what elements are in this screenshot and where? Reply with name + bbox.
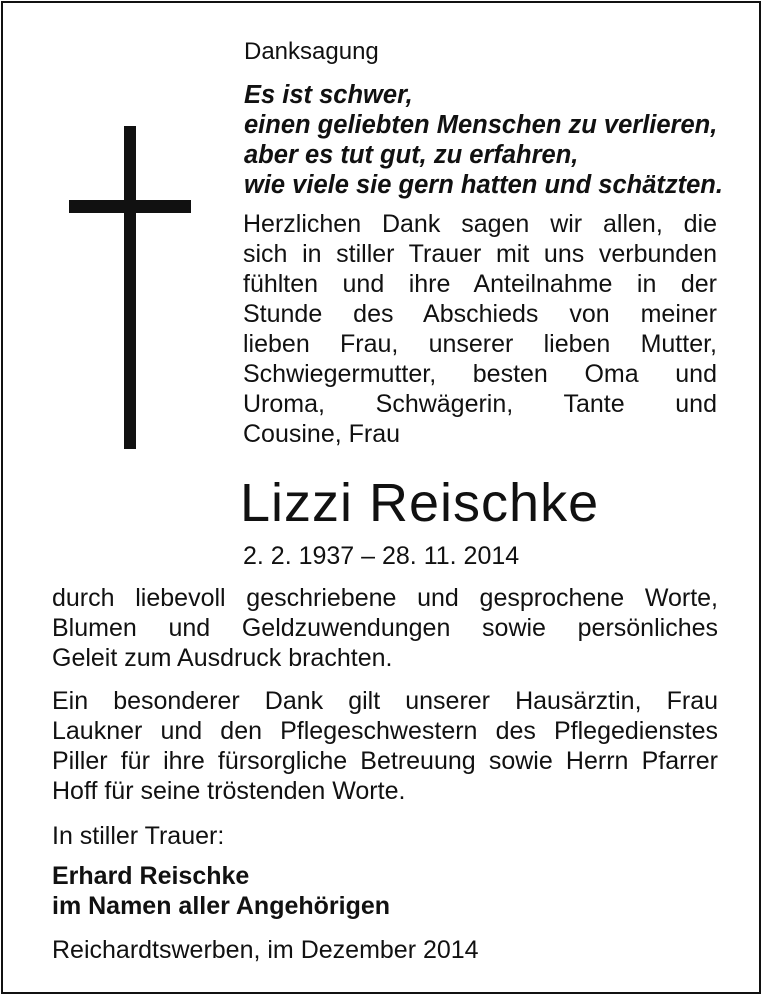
cross-icon-bar <box>69 200 191 213</box>
intro-line: Herzlichen Dank sagen wir allen, die <box>243 210 717 238</box>
intro-line: fühlten und ihre Anteilnahme in der <box>243 270 717 298</box>
intro-line: Schwiegermutter, besten Oma und <box>243 360 717 388</box>
motto-line: Es ist schwer, <box>244 81 413 109</box>
special-thanks-line: Laukner und den Pflegeschwestern des Pflegedienstes <box>52 717 718 745</box>
notice-heading: Danksagung <box>244 38 379 65</box>
special-thanks-line: Piller für ihre fürsorgliche Betreuung sowie Herrn Pfarrer <box>52 747 718 775</box>
place-date: Reichardtswerben, im Dezember 2014 <box>52 936 479 964</box>
intro-line: sich in stiller Trauer mit uns verbunden <box>243 240 717 268</box>
motto-line: einen geliebten Menschen zu verlieren, <box>244 111 718 139</box>
deceased-name: Lizzi Reischke <box>240 473 600 533</box>
cross-icon <box>124 126 136 449</box>
motto-line: wie viele sie gern hatten und schätzten. <box>244 171 723 199</box>
thanks-line: Geleit zum Ausdruck brachten. <box>52 644 393 672</box>
special-thanks-line: Ein besonderer Dank gilt unserer Hausärztin, Frau <box>52 687 718 715</box>
intro-line: lieben Frau, unserer lieben Mutter, <box>243 330 717 358</box>
life-dates: 2. 2. 1937 – 28. 11. 2014 <box>243 542 520 570</box>
intro-line: Uroma, Schwägerin, Tante und <box>243 390 717 418</box>
thanks-line: durch liebevoll geschriebene und gesprochene Worte, <box>52 584 718 612</box>
motto-line: aber es tut gut, zu erfahren, <box>244 141 579 169</box>
intro-line: Cousine, Frau <box>243 420 401 448</box>
signatory-subline: im Namen aller Angehörigen <box>52 892 391 920</box>
signatory-name: Erhard Reischke <box>52 862 250 890</box>
intro-line: Stunde des Abschieds von meiner <box>243 300 717 328</box>
special-thanks-line: Hoff für seine tröstenden Worte. <box>52 777 406 805</box>
thanks-line: Blumen und Geldzuwendungen sowie persönliches <box>52 614 718 642</box>
mourning-label: In stiller Trauer: <box>52 822 225 850</box>
